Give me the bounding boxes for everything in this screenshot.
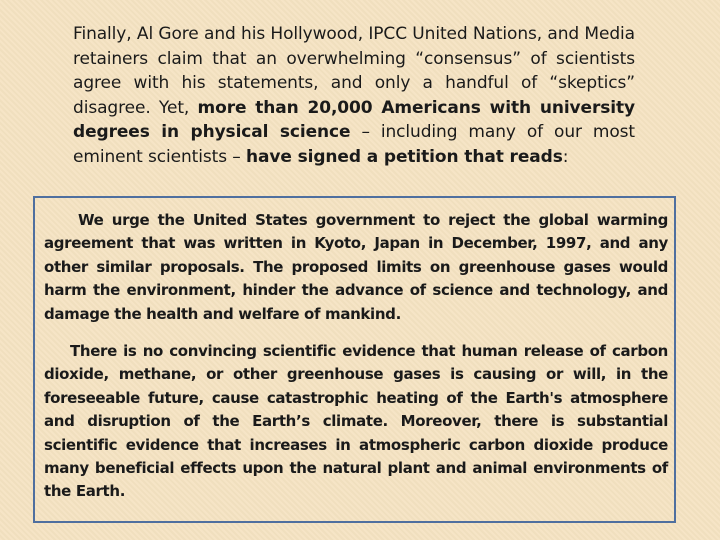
petition-paragraph-2	[44, 340, 668, 504]
intro-text-2: – including many of our most eminent scientists –	[73, 122, 635, 167]
intro-text-1: Finally, Al Gore and his Hollywood, IPCC United Nations, and Media retainers claim that an overwhelming “consensus” of scientists agree with his statements, and only a handful of “skeptics” disagree. Yet,	[73, 24, 635, 118]
petition-paragraph-1	[44, 209, 668, 326]
intro-bold-petition: have signed a petition that reads	[245, 146, 563, 167]
intro-bold-claim: more than 20,000 Americans with university degrees in physical science	[73, 97, 635, 143]
intro-paragraph	[73, 22, 635, 170]
petition-quote-box	[33, 196, 676, 523]
petition-text-2: There is no convincing scientific evidence that human release of carbon dioxide, methane, or other greenhouse gases is causing or will, in the foreseeable future, cause catastrophic heating of the Earth's atmosphere and disruption of the Earth’s climate. Moreover, there is substantial scientific evidence that increases in atmospheric carbon dioxide produce many beneficial effects upon the natural plant and animal environments of the Earth.	[44, 342, 668, 501]
intro-text-3: :	[562, 146, 569, 167]
petition-text-1: We urge the United States government to reject the global warming agreement that was written in Kyoto, Japan in December, 1997, and any other similar proposals. The proposed limits on greenhouse gases would harm the environment, hinder the advance of science and technology, and damage the health and welfare of mankind.	[44, 211, 668, 323]
